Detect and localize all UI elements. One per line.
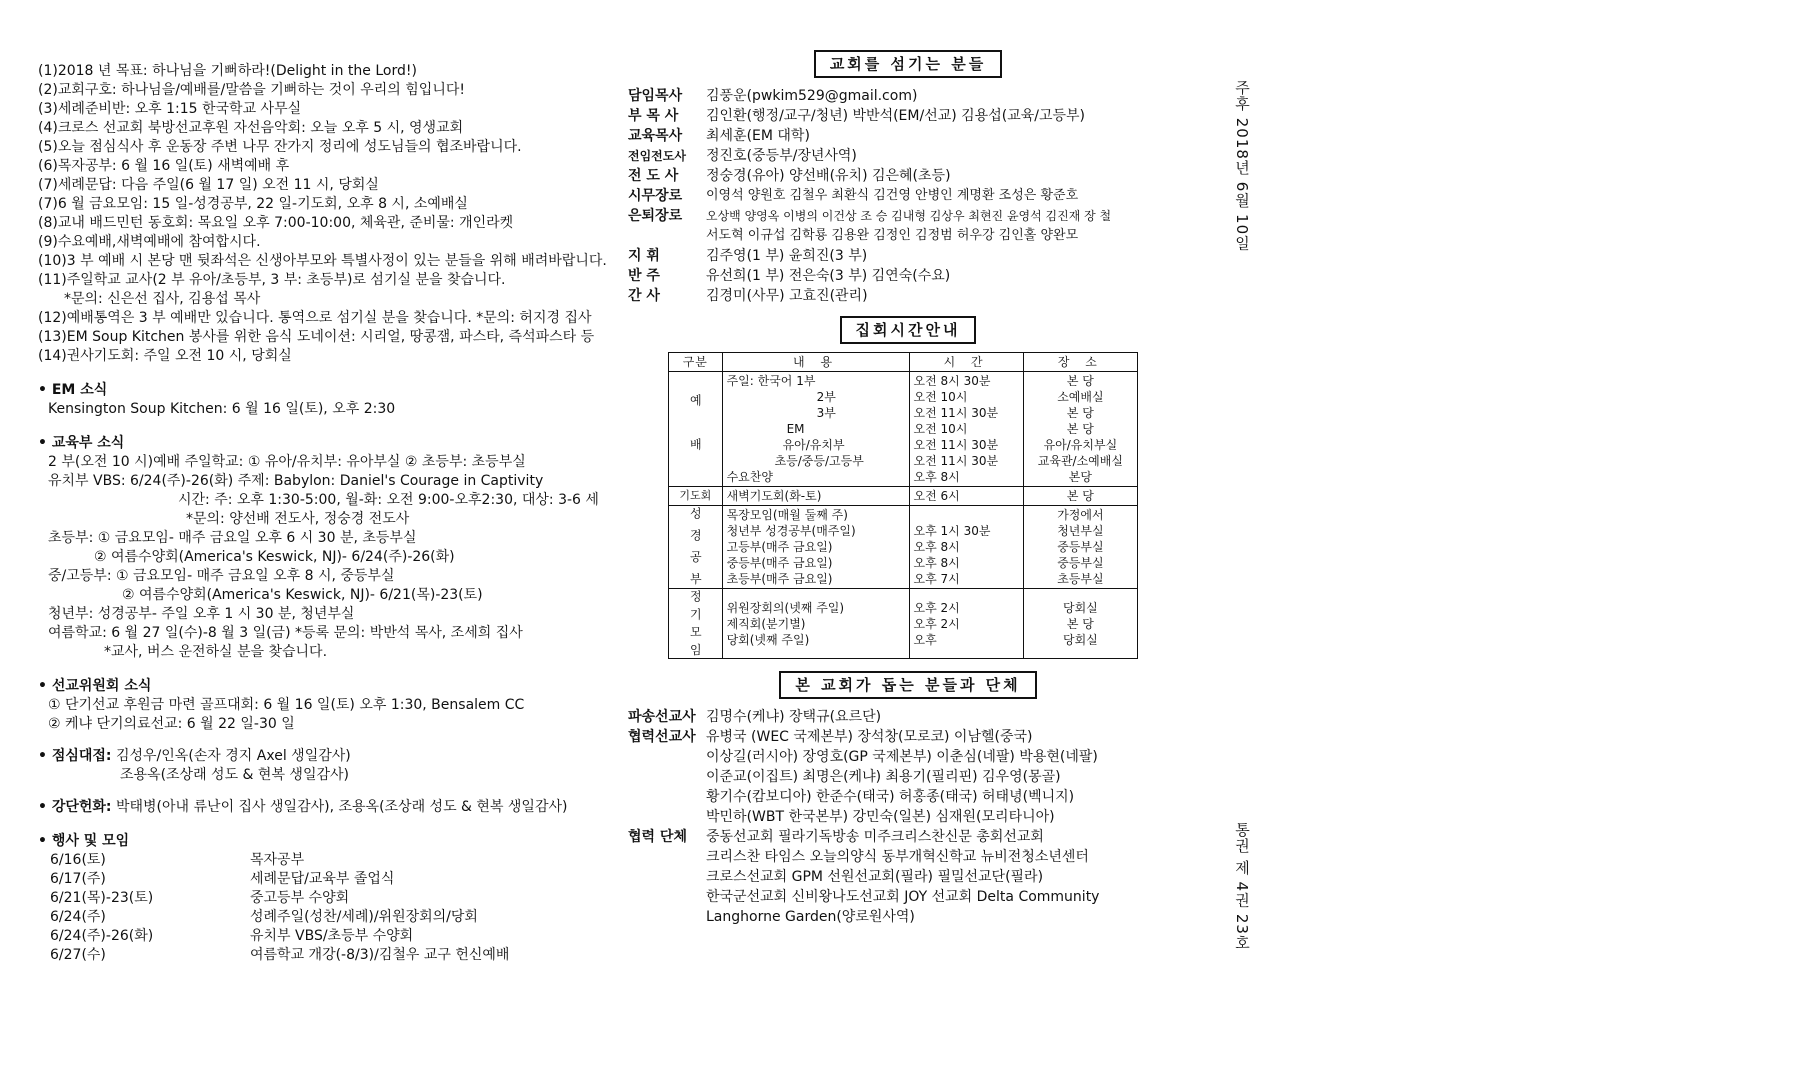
announcement-item: (8)교내 배드민턴 동호회: 목요일 오후 7:00-10:00, 체육관, 준비물: 개인라켓 [38,215,514,231]
org-label: 협력 단체 [628,828,687,845]
schedule-text: 오후 8시 [913,470,960,484]
staff-label: 간 사 [628,288,660,304]
schedule-row-bible-study [669,506,1138,589]
announcements [38,62,607,366]
schedule-text: 소예배실 [1057,390,1104,404]
edu-line: 여름학교: 6 월 27 일(수)-8 월 3 일(금) *등록 문의: 박반석 목사, 조세희 집사 [48,625,523,641]
em-text: Kensington Soup Kitchen: 6 월 16 일(토), 오후 2:30 [48,401,396,417]
staff-label: 시무장로 [628,188,683,204]
staff-value: 유선희(1 부) 전은숙(3 부) 김연숙(수요) [706,268,951,284]
schedule-time [909,506,1023,589]
schedule-text: 제직회(분기별) [726,616,806,631]
event-desc: 여름학교 개강(-8/3)/김철우 교구 헌신예배 [250,947,510,963]
staff-label: 전임전도사 [628,149,686,163]
edu-line: 유치부 VBS: 6/24(주)-26(화) 주제: Babylon: Daniel's Courage in Captivity [48,473,544,489]
event-desc: 유치부 VBS/초등부 수양회 [250,928,414,944]
schedule-text: 본 당 [1066,374,1094,388]
announcement-item: (10)3 부 예배 시 본당 맨 뒷좌석은 신생아부모와 특별사정이 있는 분들을 위해 배려바랍니다. [38,253,607,269]
staff-value: 김풍운(pwkim529@gmail.com) [706,88,918,104]
event-desc: 목자공부 [250,852,305,868]
volume-vertical: 통권 제 4권 23호 [1233,822,1251,951]
announcement-item: (5)오늘 점심식사 후 운동장 주변 나무 잔가지 정리에 성도님들의 협조바랍니다. [38,139,522,155]
staff-label: 담임목사 [628,88,683,104]
left-column [38,62,607,965]
staff-label [628,226,706,246]
schedule-text: 오후 8시 [913,556,960,571]
staff-value: 정숭경(유아) 양선배(유치) 김은혜(초등) [706,168,951,184]
staff-list [628,86,1188,306]
mission-heading: • 선교위원회 소식 [38,678,152,694]
edu-line: 초등부: ① 금요모임- 매주 금요일 오후 6 시 30 분, 초등부실 [48,530,417,546]
schedule-row-worship [669,372,1138,487]
schedule-header-cell: 장 소 [1023,353,1137,372]
staff-row [628,206,1188,226]
schedule-text: 청년부 성경공부(매주일) [726,524,856,539]
coop-value: 황기수(캄보디아) 한준수(태국) 허홍종(태국) 허태녕(벡니지) [706,788,1075,805]
announcement-item: (14)권사기도회: 주일 오전 10 시, 당회실 [38,348,292,364]
announcement-item: (7)세례문답: 다음 주일(6 월 17 일) 오전 11 시, 당회실 [38,177,379,193]
staff-row [628,106,1188,126]
schedule-text: 3부 [816,406,836,420]
announcement-item: (11)주일학교 교사(2 부 유아/초등부, 3 부: 초등부)로 섬기실 분을 찾습니다. [38,272,506,288]
staff-value: 이영석 양원호 김철우 최환식 김건영 안병인 계명환 조성은 황준호 [706,188,1079,203]
edu-line: ② 여름수양회(America's Keswick, NJ)- 6/24(주)-26(화) [94,549,455,565]
announcement-item: (12)예배통역은 3 부 예배만 있습니다. 통역으로 섬기실 분을 찾습니다. *문의: 허지경 집사 [38,310,592,326]
staff-row [628,286,1188,306]
staff-value: 정진호(중등부/장년사역) [706,148,857,164]
schedule-place [1023,506,1137,589]
event-date: 6/24(주)-26(화) [50,928,154,944]
schedule-text: 초등부실 [1057,572,1104,587]
schedule-text: 오전 11시 30분 [913,406,999,420]
schedule-place [1023,372,1137,487]
schedule-header-cell: 시 간 [909,353,1023,372]
schedule-time [909,589,1023,658]
announcement-item: (6)목자공부: 6 월 16 일(토) 새벽예배 후 [38,158,290,174]
schedule-text: 오후 8시 [913,540,960,555]
schedule-text: 중등부실 [1057,556,1104,571]
staff-value: 오상백 양영옥 이병의 이건상 조 승 김내형 김상우 최현진 윤영석 김진재 장 철 [706,209,1112,223]
edu-line: 시간: 주: 오후 1:30-5:00, 월-화: 오전 9:00-오후2:30, 대상: 3-6 세 [178,492,599,508]
schedule-time: 오전 6시 [909,487,1023,506]
middle-column [628,50,1188,927]
announcement-item: (1)2018 년 목표: 하나님을 기뻐하라!(Delight in the Lord!) [38,63,417,79]
org-value: Langhorne Garden(양로원사역) [706,908,915,925]
schedule-header-cell: 구분 [669,353,723,372]
org-value: 중동선교회 필라기독방송 미주크리스찬신문 총회선교회 [706,828,1044,845]
edu-news [38,433,598,662]
event-date: 6/27(수) [50,947,106,963]
edu-line: *문의: 양선배 전도사, 정숭경 전도사 [186,511,410,527]
staff-row [628,126,1188,146]
schedule-text: 청년부실 [1057,524,1104,539]
schedule-time [909,372,1023,487]
staff-row [628,186,1188,206]
staff-row [628,146,1188,166]
lunch-label: • 점심대접: [38,748,112,764]
announcement-item: *문의: 신은선 집사, 김용섭 목사 [64,291,261,307]
staff-value: 김경미(사무) 고효진(관리) [706,288,868,304]
event-desc: 성례주일(성찬/세례)/위원장회의/당회 [250,909,478,925]
schedule-text: 가정에서 [1057,508,1104,523]
staff-row [628,266,1188,286]
schedule-text: 중등부실 [1057,540,1104,555]
schedule-title: 집회시간안내 [840,316,977,344]
date-vertical: 주후 2018년 6월 10일 [1233,80,1251,252]
schedule-content: 새벽기도회(화-토) [722,487,909,506]
staff-row [628,86,1188,106]
schedule-category: 성 경 공 부 [669,506,723,589]
staff-title: 교회를 섬기는 분들 [814,50,1002,78]
schedule-text: 유아/유치부실 [1043,438,1118,452]
events-heading: • 행사 및 모임 [38,833,130,849]
schedule-text: 초등부(매주 금요일) [726,572,833,587]
schedule-text: 오전 10시 [913,422,968,436]
sent-value: 김명수(케냐) 장택규(요르단) [706,708,882,725]
schedule-text: 오후 2시 [913,616,960,631]
announcement-item: (2)교회구호: 하나님을/예배를/말씀을 기뻐하는 것이 우리의 힘입니다! [38,82,465,98]
schedule-text: 오후 2시 [913,600,960,615]
announcement-item: (13)EM Soup Kitchen 봉사를 위한 음식 도네이션: 시리얼, 땅콩잼, 파스타, 즉석파스타 등 [38,329,595,345]
events [38,831,598,965]
lunch-line: 김성우/인옥(손자 경지 Axel 생일감사) [115,748,351,764]
edu-line: 청년부: 성경공부- 주일 오후 1 시 30 분, 청년부실 [48,606,355,622]
schedule-place: 본 당 [1023,487,1137,506]
schedule-table [668,352,1138,659]
flowers-text: 박태병(아내 류난이 집사 생일감사), 조용옥(조상래 성도 & 현복 생일감사) [115,799,568,815]
event-desc: 세례문답/교육부 졸업식 [250,871,395,887]
schedule-text: 목장모임(매월 둘째 주) [726,508,848,523]
schedule-content [722,589,909,658]
staff-label: 은퇴장로 [628,208,683,224]
schedule-text: 오전 11시 30분 [913,438,999,452]
edu-heading: • 교육부 소식 [38,435,125,451]
staff-label: 지 휘 [628,248,660,264]
announcement-item: (3)세례준비반: 오후 1:15 한국학교 사무실 [38,101,302,117]
staff-row [628,246,1188,266]
org-value: 한국군선교회 신비왕나도선교회 JOY 선교회 Delta Community [706,888,1100,905]
event-desc: 중고등부 수양회 [250,890,350,906]
schedule-text: 수요찬양 [726,470,773,484]
schedule-text [914,507,1019,523]
em-heading: • EM 소식 [38,382,108,398]
event-date: 6/17(주) [50,871,106,887]
schedule-text: 오전 11시 30분 [913,454,999,468]
event-date: 6/16(토) [50,852,106,868]
em-news [38,380,598,419]
schedule-text: 본 당 [1066,616,1094,631]
schedule-text: 유아/유치부 [782,438,845,452]
org-value: 크리스찬 타임스 오늘의양식 동부개혁신학교 뉴비전청소년센터 [706,848,1089,865]
staff-label: 교육목사 [628,128,683,144]
schedule-text: 본 당 [1066,422,1094,436]
altar-flowers [38,797,598,817]
staff-value: 서도혁 이규섭 김학룡 김용완 김정인 김정범 허우강 김인홀 양완모 [706,228,1079,243]
schedule-text: 당회(넷째 주일) [726,632,810,647]
coop-value: 이상길(러시아) 장영호(GP 국제본부) 이춘심(네팔) 박용현(네팔) [706,748,1098,765]
mission-line: ② 케냐 단기의료선교: 6 월 22 일-30 일 [48,716,295,732]
lunch-line: 조용옥(조상래 성도 & 현복 생일감사) [120,767,349,783]
lunch-hosts [38,746,598,785]
schedule-text: 고등부(매주 금요일) [726,540,833,555]
edu-line: 중/고등부: ① 금요모임- 매주 금요일 오후 8 시, 중등부실 [48,568,395,584]
missionaries-list [628,707,1188,927]
schedule-text: 오후 1시 30분 [913,524,991,539]
staff-row [628,226,1188,246]
schedule-text: 중등부(매주 금요일) [726,556,833,571]
announcement-item: (4)크로스 선교회 북방선교후원 자선음악회: 오늘 오후 5 시, 영생교회 [38,120,464,136]
coop-value: 유병국 (WEC 국제본부) 장석창(모로코) 이남헬(중국) [706,728,1033,745]
schedule-category: 기도회 [669,487,723,506]
edu-line: *교사, 버스 운전하실 분을 찾습니다. [104,644,328,660]
schedule-content [722,372,909,487]
event-date: 6/24(주) [50,909,106,925]
sent-label: 파송선교사 [628,708,696,725]
schedule-text: 당회실 [1062,632,1098,647]
schedule-place [1023,589,1137,658]
org-value: 크로스선교회 GPM 선원선교회(필라) 필밀선교단(필라) [706,868,1044,885]
edu-line: ② 여름수양회(America's Keswick, NJ)- 6/21(목)-23(토) [122,587,483,603]
coop-value: 이준교(이집트) 최명은(케냐) 최용기(필리핀) 김우영(몽골) [706,768,1061,785]
schedule-text: EM [786,422,805,436]
event-date: 6/21(목)-23(토) [50,890,154,906]
schedule-text: 오후 [913,632,937,647]
schedule-text: 주일: 한국어 1부 [726,374,816,388]
schedule-text: 오후 7시 [913,572,960,587]
staff-value: 최세훈(EM 대학) [706,128,810,144]
schedule-content [722,506,909,589]
schedule-header-cell: 내 용 [722,353,909,372]
staff-label: 반 주 [628,268,660,284]
staff-value: 김주영(1 부) 윤희진(3 부) [706,248,868,264]
edu-line: 2 부(오전 10 시)예배 주일학교: ① 유아/유치부: 유아부실 ② 초등부: 초등부실 [48,454,526,470]
mission-news [38,676,598,734]
coop-label: 협력선교사 [628,728,696,745]
schedule-text: 당회실 [1062,600,1098,615]
schedule-text: 오전 8시 30분 [913,374,991,388]
schedule-text: 교육관/소예배실 [1037,454,1123,468]
schedule-category: 정 기 모 임 [669,589,723,658]
flowers-label: • 강단헌화: [38,799,112,815]
announcement-item: (9)수요예배,새벽예배에 참여합시다. [38,234,261,250]
schedule-row-prayer [669,487,1138,506]
schedule-category: 예 배 [669,372,723,487]
announcement-item: (7)6 월 금요모임: 15 일-성경공부, 22 일-기도회, 오후 8 시, 소예배실 [38,196,468,212]
schedule-text: 초등/중등/고등부 [774,454,864,468]
schedule-row-meetings [669,589,1138,658]
coop-value: 박민하(WBT 한국본부) 강민숙(일본) 심재원(모리타니아) [706,808,1055,825]
schedule-text: 2부 [816,390,836,404]
staff-row [628,166,1188,186]
staff-label: 전 도 사 [628,168,679,184]
schedule-text: 오전 10시 [913,390,968,404]
schedule-header-row [669,353,1138,372]
staff-value: 김인환(행정/교구/청년) 박반석(EM/선교) 김용섭(교육/고등부) [706,108,1085,124]
staff-label: 부 목 사 [628,108,679,124]
missionaries-title: 본 교회가 돕는 분들과 단체 [779,671,1036,699]
schedule-text: 본 당 [1066,406,1094,420]
schedule-text: 본당 [1068,470,1092,484]
schedule-text: 위원장회의(넷째 주일) [726,600,845,615]
mission-line: ① 단기선교 후원금 마련 골프대회: 6 월 16 일(토) 오후 1:30, Bensalem CC [48,697,525,713]
